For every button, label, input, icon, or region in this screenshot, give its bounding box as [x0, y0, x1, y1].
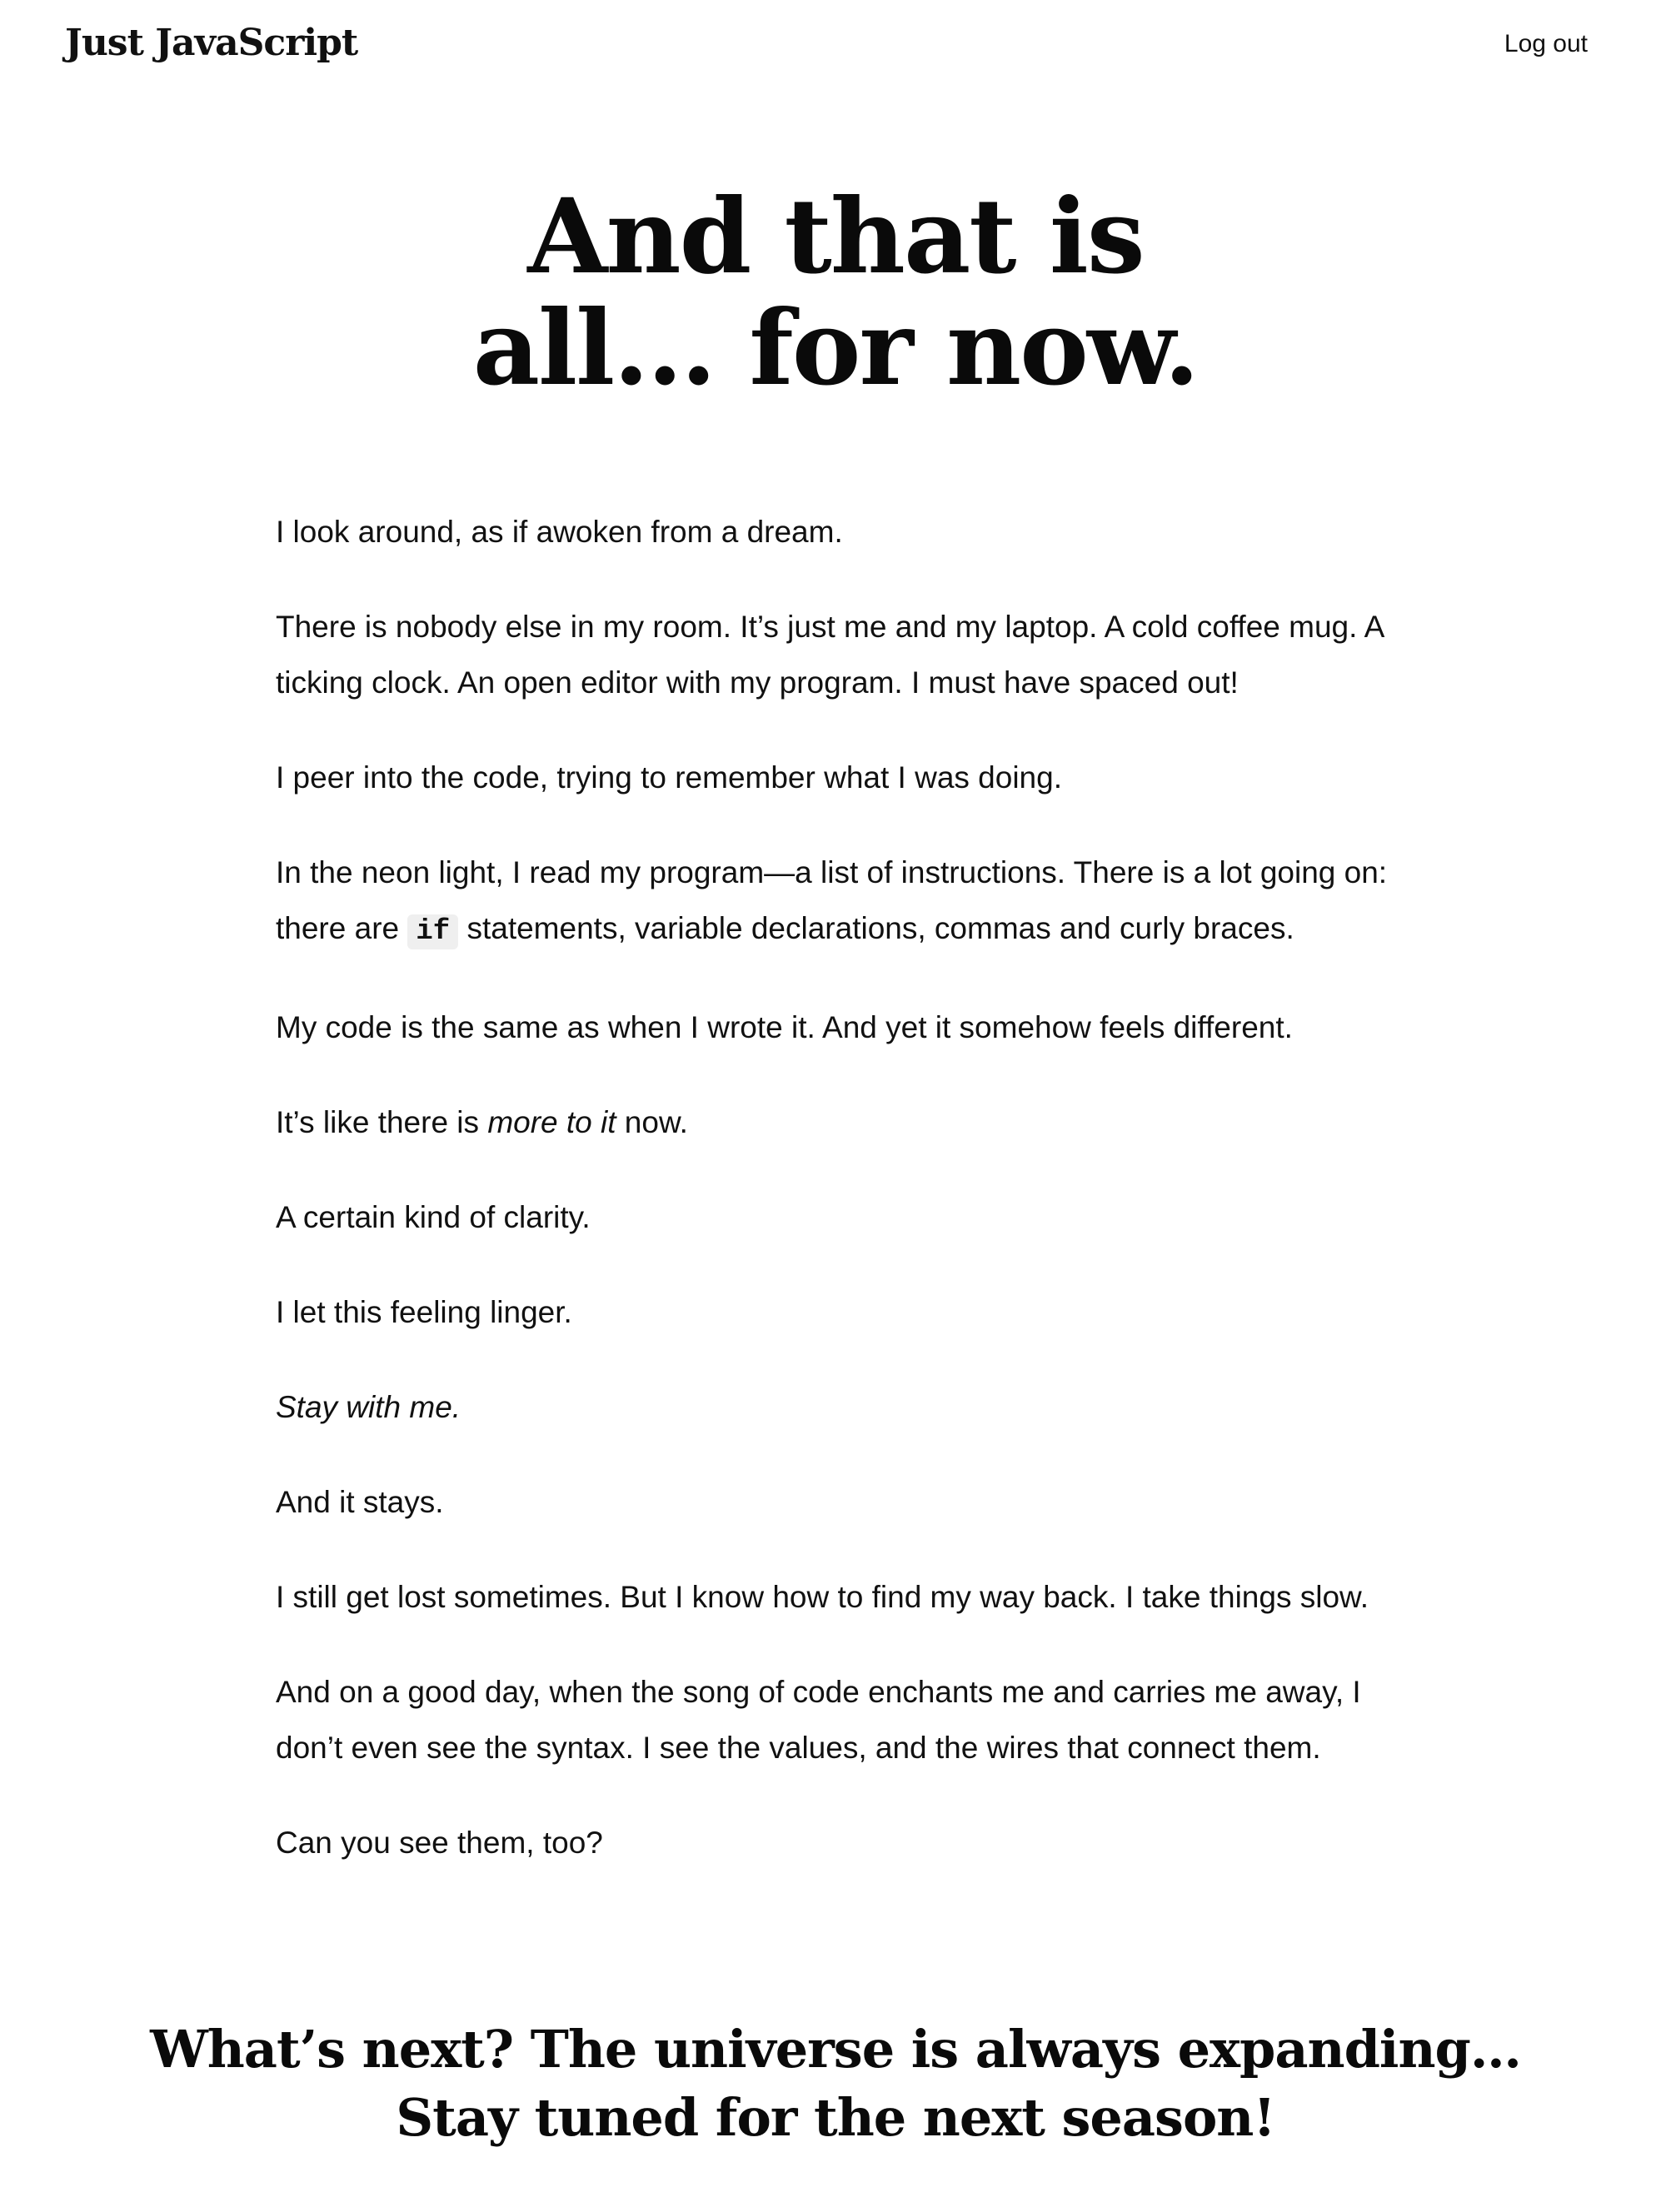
essay-body	[276, 504, 1425, 1910]
emphasis-text: more to it	[487, 1105, 616, 1139]
paragraph	[276, 844, 1425, 960]
paragraph-text: statements, variable declarations, commas and curly braces.	[458, 911, 1294, 945]
paragraph: I still get lost sometimes. But I know how to find my way back. I take things slow.	[276, 1580, 1369, 1614]
brand-logo-link[interactable]: Just JavaScript	[65, 22, 358, 64]
page-title	[0, 177, 1671, 409]
emphasis-text: Stay with me.	[276, 1390, 461, 1424]
paragraph: And on a good day, when the song of code enchants me and carries me away, I don’t even see the syntax. I see the values, and the wires that connect them.	[276, 1675, 1361, 1765]
paragraph-text: In the neon light, I read my program—a list of instructions. There is a lot going on: there are	[276, 855, 1388, 945]
page-title-line-1: And that is	[527, 177, 1144, 297]
page-title-line-2: all… for now.	[472, 288, 1199, 409]
paragraph: And it stays.	[276, 1485, 444, 1519]
paragraph	[276, 1379, 1425, 1435]
next-season-heading	[0, 2015, 1671, 2152]
paragraph: I peer into the code, trying to remember what I was doing.	[276, 760, 1062, 795]
site-header	[0, 0, 1671, 92]
next-season-line-2: Stay tuned for the next season!	[396, 2087, 1275, 2148]
paragraph: I let this feeling linger.	[276, 1295, 572, 1329]
paragraph	[276, 1094, 1425, 1150]
paragraph-text: It’s like there is	[276, 1105, 488, 1139]
paragraph-text: now.	[616, 1105, 688, 1139]
next-season-line-1: What’s next? The universe is always expanding…	[150, 2019, 1521, 2080]
log-out-link[interactable]: Log out	[1504, 30, 1588, 57]
paragraph: There is nobody else in my room. It’s just me and my laptop. A cold coffee mug. A ticking clock. An open editor with my program. I must have spaced out!	[276, 610, 1384, 700]
paragraph: A certain kind of clarity.	[276, 1200, 591, 1234]
paragraph: I look around, as if awoken from a dream.	[276, 515, 843, 549]
paragraph: My code is the same as when I wrote it. And yet it somehow feels different.	[276, 1010, 1293, 1044]
inline-code-if: if	[407, 914, 458, 949]
paragraph: Can you see them, too?	[276, 1826, 603, 1860]
